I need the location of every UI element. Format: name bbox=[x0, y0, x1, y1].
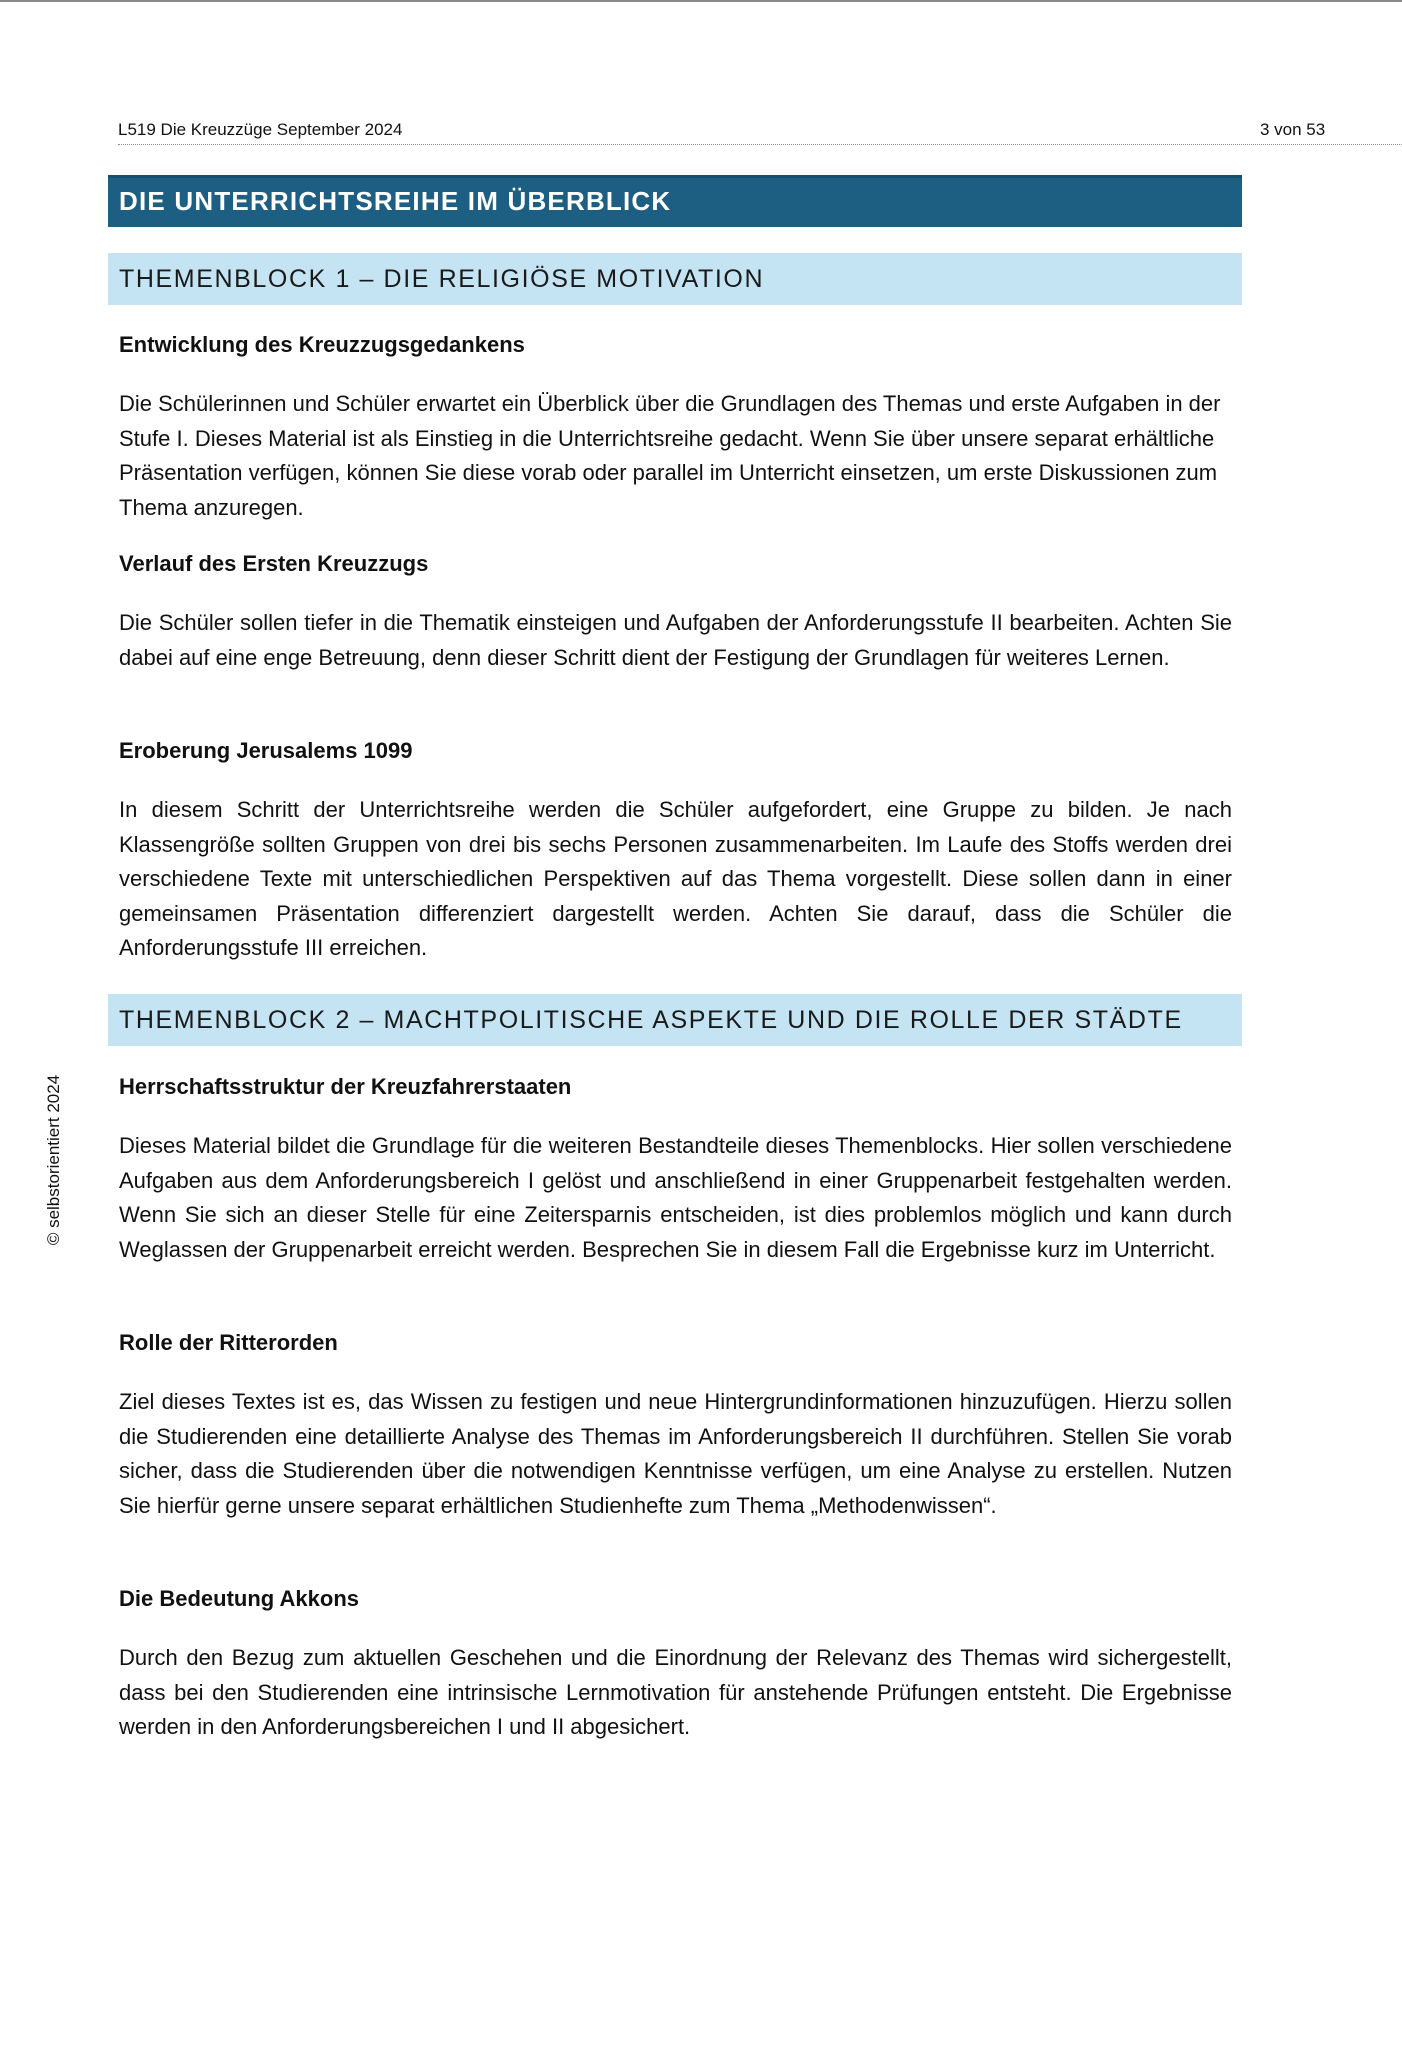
copyright-note: © selbstorientiert 2024 bbox=[44, 1074, 63, 1246]
block-2-section-1 bbox=[119, 1072, 1232, 1267]
section-text: Ziel dieses Textes ist es, das Wissen zu festigen und neue Hintergrundinformationen hinzuzufügen. Hierzu sollen die Studierenden eine detaillierte Analyse des Themas im Anforderungsbereich II durchführen. Stellen Sie vorab sicher, dass die Studierenden über die notwendigen Kenntnisse verfügen, um eine Analyse zu erstellen. Nutzen Sie hierfür gerne unsere separat erhältlichen Studienhefte zum Thema „Methodenwissen“. bbox=[119, 1389, 1232, 1518]
section-heading: Entwicklung des Kreuzzugsgedankens bbox=[119, 332, 525, 357]
block-2-section-2 bbox=[119, 1328, 1232, 1523]
section-heading: Die Bedeutung Akkons bbox=[119, 1586, 359, 1611]
section-text: Dieses Material bildet die Grundlage für die weiteren Bestandteile dieses Themenblocks. Hier sollen verschiedene Aufgaben aus dem Anforderungsbereich I gelöst und anschließend in einer Gruppenarbeit festgehalten werden. Wenn Sie sich an dieser Stelle für eine Zeitersparnis entscheiden, ist dies problemlos möglich und kann durch Weglassen der Gruppenarbeit erreicht werden. Besprechen Sie in diesem Fall die Ergebnisse kurz im Unterricht. bbox=[119, 1133, 1232, 1262]
section-text: Die Schülerinnen und Schüler erwartet ein Überblick über die Grundlagen des Themas und erste Aufgaben in der Stufe I. Dieses Material ist als Einstieg in die Unterrichtsreihe gedacht. Wenn Sie über unsere separat erhältliche Präsentation verfügen, können Sie diese vorab oder parallel im Unterricht einsetzen, um erste Diskussionen zum Thema anzuregen. bbox=[119, 391, 1221, 520]
section-text: In diesem Schritt der Unterrichtsreihe werden die Schüler aufgefordert, eine Gruppe zu bilden. Je nach Klassengröße sollten Gruppen von drei bis sechs Personen zusammenarbeiten. Im Laufe des Stoffs werden drei verschiedene Texte mit unterschiedlichen Perspektiven auf das Thema vorgestellt. Diese sollen dann in einer gemeinsamen Präsentation differenziert dargestellt werden. Achten Sie darauf, dass die Schüler die Anforderungsstufe III erreichen. bbox=[119, 797, 1232, 960]
block-1-section-1 bbox=[119, 330, 1232, 525]
section-heading: Verlauf des Ersten Kreuzzugs bbox=[119, 551, 429, 576]
section-text: Die Schüler sollen tiefer in die Thematik einsteigen und Aufgaben der Anforderungsstufe II bearbeiten. Achten Sie dabei auf eine enge Betreuung, denn dieser Schritt dient der Festigung der Grundlagen für weiteres Lernen. bbox=[119, 610, 1232, 670]
block-1-section-3 bbox=[119, 736, 1232, 966]
block-1-section-2 bbox=[119, 549, 1232, 675]
section-text: Durch den Bezug zum aktuellen Geschehen und die Einordnung der Relevanz des Themas wird sichergestellt, dass bei den Studierenden eine intrinsische Lernmotivation für anstehende Prüfungen entsteht. Die Ergebnisse werden in den Anforderungsbereichen I und II abgesichert. bbox=[119, 1645, 1232, 1739]
main-title: DIE UNTERRICHTSREIHE IM ÜBERBLICK bbox=[108, 175, 1242, 227]
section-heading: Eroberung Jerusalems 1099 bbox=[119, 738, 413, 763]
page-header bbox=[118, 116, 1402, 145]
block-2-section-3 bbox=[119, 1584, 1232, 1745]
section-heading: Rolle der Ritterorden bbox=[119, 1330, 338, 1355]
top-border bbox=[0, 0, 1402, 2]
block-1-title: THEMENBLOCK 1 – DIE RELIGIÖSE MOTIVATION bbox=[108, 253, 1242, 305]
document-title: L519 Die Kreuzzüge September 2024 bbox=[118, 120, 403, 139]
block-2-title: THEMENBLOCK 2 – MACHTPOLITISCHE ASPEKTE UND DIE ROLLE DER STÄDTE bbox=[108, 994, 1242, 1046]
section-heading: Herrschaftsstruktur der Kreuzfahrerstaaten bbox=[119, 1074, 572, 1099]
page-number: 3 von 53 bbox=[1260, 120, 1326, 139]
